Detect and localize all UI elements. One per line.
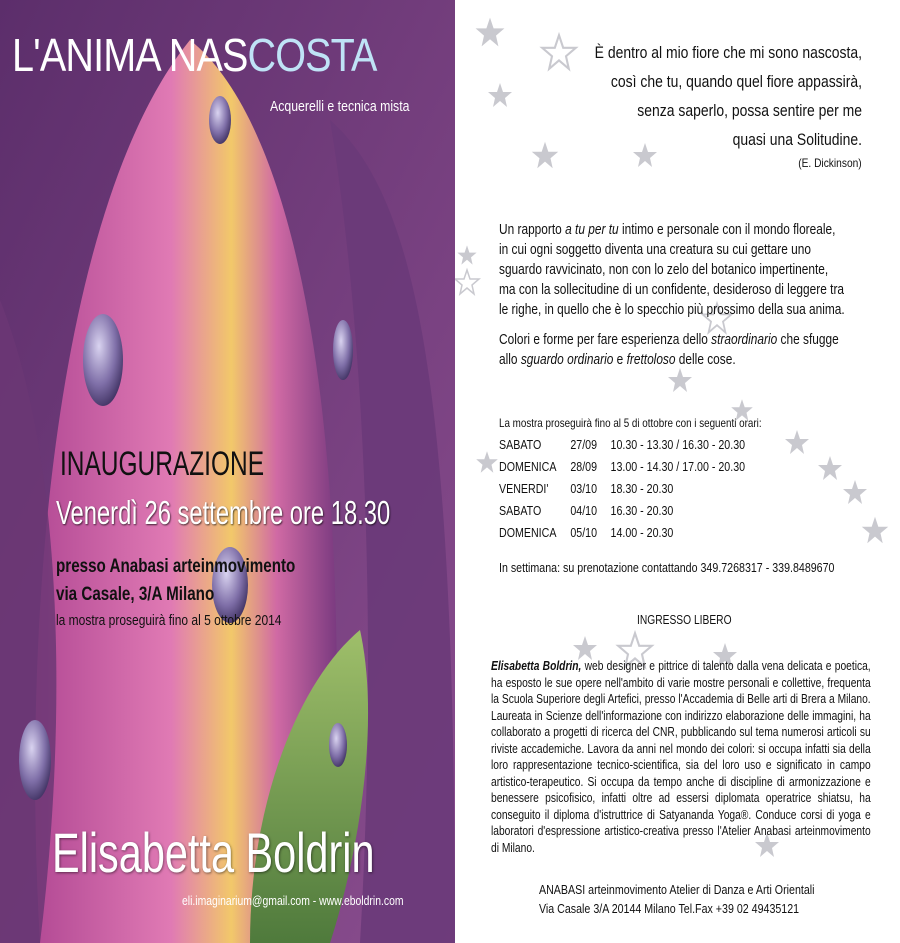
poem-quote xyxy=(595,38,862,154)
schedule-row: DOMENICA 05/10 14.00 - 20.30 xyxy=(499,525,674,540)
schedule-row: SABATO 27/09 10.30 - 13.30 / 16.30 - 20.30 xyxy=(499,437,746,452)
star-outline-icon xyxy=(455,270,479,294)
poem-line: È dentro al mio fiore che mi sono nascosta, xyxy=(594,43,862,62)
description-paragraph-2: Colori e forme per fare esperienza dello straordinario che sfugge allo sguardo ordinario e frettoloso delle cose. xyxy=(499,332,839,368)
poster-text-panel xyxy=(455,0,900,943)
inauguration-heading: INAUGURAZIONE xyxy=(60,445,265,483)
venue-address: via Casale, 3/A Milano xyxy=(56,584,215,605)
schedule-table xyxy=(499,434,745,544)
weekday-booking-note: In settimana: su prenotazione contattando 349.7268317 - 339.8489670 xyxy=(499,560,835,575)
description-paragraph: Un rapporto a tu per tu intimo e personale con il mondo floreale, in cui ogni soggetto diventa una creatura su cui gettare uno sguardo ravvicinato, non con lo zelo del botanico impertinente, ma con la sollecitudine di un confidente, desideroso di leggere tra le righe, in quello che è lo specchio più prossimo della sua anima. xyxy=(499,222,845,318)
venue-name: presso Anabasi arteinmovimento xyxy=(56,556,296,577)
schedule-row: DOMENICA 28/09 13.00 - 14.30 / 17.00 - 20.30 xyxy=(499,459,746,474)
free-entry-label: INGRESSO LIBERO xyxy=(637,613,732,627)
exhibition-title: L'ANIMA NASCOSTA xyxy=(12,29,377,81)
artist-name: Elisabetta Boldrin xyxy=(52,821,375,884)
exhibition-subtitle: Acquerelli e tecnica mista xyxy=(270,98,410,115)
schedule-intro: La mostra proseguirà fino al 5 di ottobre con i seguenti orari: xyxy=(499,416,762,430)
exhibition-end-note: la mostra proseguirà fino al 5 ottobre 2014 xyxy=(56,612,282,629)
star-outline-icon xyxy=(542,35,576,69)
inauguration-date: Venerdì 26 settembre ore 18.30 xyxy=(56,494,391,531)
poem-line: senza saperlo, possa sentire per me xyxy=(637,101,862,120)
venue-footer: ANABASI arteinmovimento Atelier di Danza e Arti Orientali Via Casale 3/A 20144 Milano Tel.Fax +39 02 49435121 xyxy=(539,882,815,916)
poem-line: così che tu, quando quel fiore appassirà, xyxy=(610,72,862,91)
artist-biography: Elisabetta Boldrin, web designer e pittrice di talento dalla vena delicata e poetica, ha esposto le sue opere nell'ambito di varie mostre personali e collettive, frequenta la Scuola Superiore degli Artefici, presso l'Accademia di Belle arti di Brera a Milano. Laureata in Scienze dell'informazione con indirizzo elaborazione delle immagini, ha collaborato a progetti di ricerca del CNR, pubblicando sul tema numerosi articoli su riviste accademiche. Lavora da anni nel mondo dei colori: si occupa infatti sia della loro rappresentazione tecnico-scientifica, sia del loro uso e significato in campo artistico-terapeutico. Si occupa da tempo anche di discipline di armonizzazione e benessere psicofisico, infatti oltre ad essersi diplomata operatrice shiatsu, ha conseguito il diploma d'istruttrice di Satyananda Yoga®. Conduce corsi di yoga e laboratori d'espressione artistico-creativa presso l'Atelier Anabasi arteinmovimento di Milano. xyxy=(491,659,871,855)
poem-attribution: (E. Dickinson) xyxy=(798,156,862,170)
schedule-row: SABATO 04/10 16.30 - 20.30 xyxy=(499,503,674,518)
poem-line: quasi una Solitudine. xyxy=(732,130,862,149)
artist-contact: eli.imaginarium@gmail.com - www.eboldrin.com xyxy=(182,893,404,908)
schedule-row: VENERDI' 03/10 18.30 - 20.30 xyxy=(499,481,674,496)
